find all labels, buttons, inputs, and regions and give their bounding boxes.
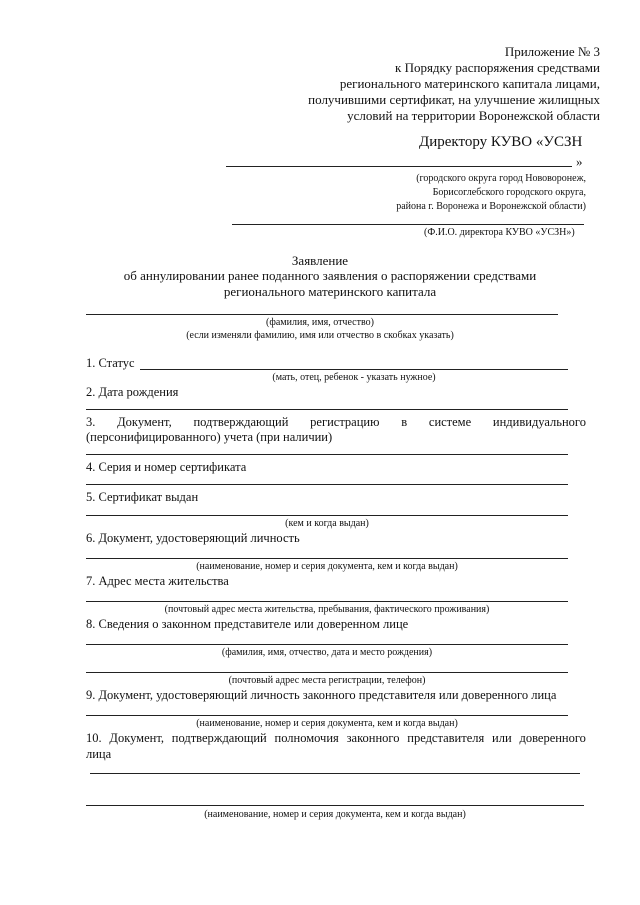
field-certificate-issued-label: 5. Сертификат выдан (86, 490, 199, 504)
field-rep-id-doc-line[interactable] (86, 715, 568, 716)
applicant-hint-2: (если изменяли фамилию, имя или отчество в скобках указать) (186, 330, 454, 341)
addressee-title: Директору КУВО «УСЗН (419, 134, 583, 150)
field-status-label: 1. Статус (86, 356, 135, 370)
field-address-hint: (почтовый адрес места жительства, пребывания, фактического проживания) (164, 604, 490, 615)
director-hint: (Ф.И.О. директора КУВО «УСЗН») (424, 227, 575, 238)
field-rep-authority-line[interactable] (90, 773, 580, 774)
field-representative-address-line[interactable] (86, 672, 568, 673)
applicant-name-line (86, 314, 558, 315)
field-registration-doc-label-2: (персонифицированного) учета (при наличии) (86, 430, 333, 444)
field-representative-hint: (фамилия, имя, отчество, дата и место рождения) (221, 647, 433, 658)
field-rep-authority-label-2: лица (86, 747, 112, 761)
field-birth-date-line[interactable] (86, 409, 568, 410)
applicant-hint: (фамилия, имя, отчество) (266, 317, 374, 328)
appendix-line: условий на территории Воронежской области (347, 108, 600, 123)
appendix-line: регионального материнского капитала лицами, (339, 76, 600, 91)
field-status-line[interactable] (140, 369, 568, 370)
field-rep-authority-line-2[interactable] (86, 805, 584, 806)
district-hint: (городского округа город Нововоронеж, Борисоглебского городского округа, района г. Воронежа и Воронежской области) (396, 173, 586, 212)
field-certificate-label: 4. Серия и номер сертификата (86, 460, 247, 474)
field-birth-date-label: 2. Дата рождения (86, 385, 179, 399)
field-id-doc-hint: (наименование, номер и серия документа, кем и когда выдан) (196, 561, 458, 572)
appendix-number: Приложение № 3 (504, 44, 600, 59)
field-id-doc-line[interactable] (86, 558, 568, 559)
field-certificate-issued-hint: (кем и когда выдан) (285, 518, 369, 529)
field-registration-doc-label: 3. Документ, подтверждающий регистрацию в системе индивидуального (86, 415, 586, 429)
field-representative-address-hint: (почтовый адрес места регистрации, телефон) (228, 675, 426, 686)
field-certificate-line[interactable] (86, 484, 568, 485)
appendix-line: получившими сертификат, на улучшение жилищных (308, 92, 600, 107)
appendix-line: к Порядку распоряжения средствами (395, 60, 600, 75)
field-id-doc-label: 6. Документ, удостоверяющий личность (86, 531, 300, 545)
field-rep-authority-label: 10. Документ, подтверждающий полномочия законного представителя или доверенного (86, 731, 586, 745)
field-rep-id-doc-hint: (наименование, номер и серия документа, кем и когда выдан) (196, 718, 458, 729)
field-certificate-issued-line[interactable] (86, 515, 568, 516)
field-representative-label: 8. Сведения о законном представителе или доверенном лице (86, 617, 409, 631)
quote-close: » (576, 154, 583, 169)
appendix-block (240, 44, 600, 124)
field-status-hint: (мать, отец, ребенок - указать нужное) (272, 372, 436, 383)
statement-title: Заявление (291, 253, 349, 268)
field-address-line[interactable] (86, 601, 568, 602)
director-name-line (232, 224, 584, 225)
field-address-label: 7. Адрес места жительства (86, 574, 229, 588)
field-rep-id-doc-label: 9. Документ, удостоверяющий личность законного представителя или доверенного лица (86, 688, 557, 702)
field-representative-line[interactable] (86, 644, 568, 645)
statement-subtitle: об аннулировании ранее поданного заявления о распоряжении средствами регионального материнского капитала (123, 268, 537, 299)
field-rep-authority-hint: (наименование, номер и серия документа, кем и когда выдан) (204, 809, 466, 820)
field-registration-doc-line[interactable] (86, 454, 568, 455)
addressee-line (226, 166, 572, 167)
